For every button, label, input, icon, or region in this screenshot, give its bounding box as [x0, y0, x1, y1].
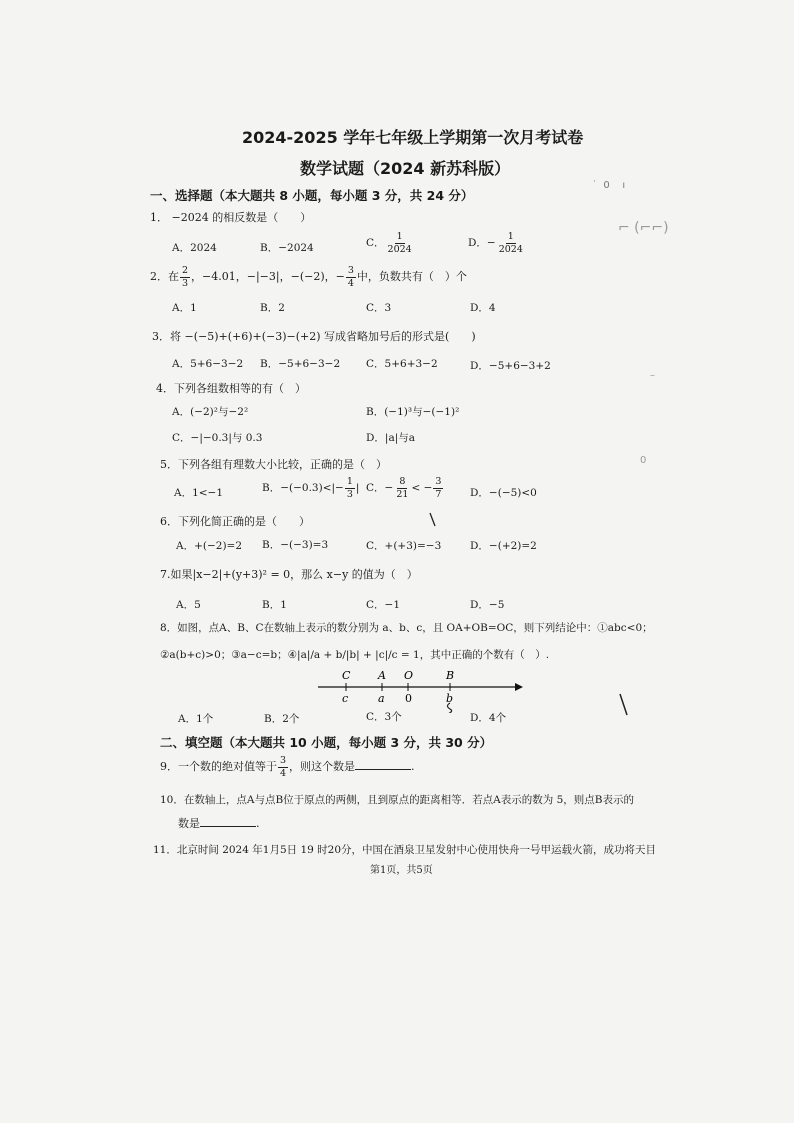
- q8-stem-line1: 8．如图，点A、B、C在数轴上表示的数分别为 a、b、c，且 OA+OB=OC，则下列结论中：①abc<0；: [160, 622, 653, 634]
- q7-option-d: D．−5: [470, 599, 505, 611]
- q10-answer-blank[interactable]: [200, 816, 256, 827]
- q2-option-b: B．2: [260, 302, 285, 314]
- q3-option-d: D．−5+6−3+2: [470, 360, 551, 372]
- q5-option-a: A．1<−1: [174, 487, 224, 499]
- label-c: c: [342, 692, 349, 705]
- exam-subtitle: 数学试题（2024 新苏科版）: [300, 159, 511, 178]
- label-C: C: [342, 669, 351, 682]
- q5-option-c: C．− $\frac{8}{21}$ < − $\frac{3}{7}$: [366, 476, 442, 500]
- q7-option-b: B．1: [262, 599, 287, 611]
- q5-stem: 5．下列各组有理数大小比较，正确的是（ ）: [160, 458, 387, 471]
- q10-line1: 10．在数轴上，点A与点B位于原点的两侧，且到原点的距离相等．若点A表示的数为 5，则点B表示的: [160, 794, 634, 806]
- q2-option-c: C．3: [366, 302, 392, 314]
- q6-option-a: A．+(−2)=2: [176, 540, 243, 552]
- q8-number-line: [310, 665, 525, 713]
- scan-artifact: 0: [640, 455, 647, 466]
- label-O: O: [404, 669, 414, 682]
- q7-stem: 7.如果|x−2|+(y+3)² = 0，那么 x−y 的值为（ ）: [160, 568, 418, 581]
- q3-stem: 3．将 −(−5)+(+6)+(−3)−(+2) 写成省略加号后的形式是( ): [152, 330, 476, 343]
- section-2-heading: 二、填空题（本大题共 10 小题，每小题 3 分，共 30 分）: [160, 735, 493, 750]
- label-A: A: [378, 669, 386, 682]
- exam-title: 2024-2025 学年七年级上学期第一次月考试卷: [242, 128, 584, 147]
- q4-option-c: C．−|−0.3|与 0.3: [172, 432, 263, 444]
- q2-stem: 2．在 $\frac{2}{3}$ ，−4.01，−|−3|，−(−2)，− $\frac{3}{4}$ 中，负数共有（ ）个: [150, 265, 467, 289]
- q2-option-a: A．1: [172, 302, 197, 314]
- q9-answer-blank[interactable]: [355, 759, 411, 770]
- q6-option-d: D．−(+2)=2: [470, 540, 537, 552]
- q7-option-a: A．5: [176, 599, 201, 611]
- q3-option-b: B．−5+6−3−2: [260, 358, 341, 370]
- q7-option-c: C．−1: [366, 599, 401, 611]
- q8-option-a: A．1个: [178, 713, 214, 725]
- handwritten-stroke: [618, 692, 630, 718]
- q1-option-c: C． $\frac{1}{2024}$: [366, 231, 412, 255]
- q8-stem-line2: ②a(b+c)>0；③a−c=b；④|a|/a + b/|b| + |c|/c = 1，其中正确的个数有（ ）.: [160, 649, 550, 661]
- label-zero: 0: [405, 692, 412, 705]
- q3-option-c: C．5+6+3−2: [366, 358, 438, 370]
- scan-artifact: ˙ 0 ı: [592, 180, 626, 191]
- q11-line1: 11．北京时间 2024 年1月5日 19 时20分，中国在酒泉卫星发射中心使用快舟一号甲运载火箭，成功将天目: [153, 844, 657, 856]
- page-footer: 第1页，共5页: [370, 865, 433, 876]
- q8-option-d: D．4个: [470, 712, 507, 724]
- q8-option-b: B．2个: [264, 713, 300, 725]
- q1-stem: 1． −2024 的相反数是（ ）: [150, 211, 312, 224]
- q5-option-d: D．−(−5)<0: [470, 487, 537, 499]
- q5-option-b: B．−(−0.3)<|− $\frac{1}{3}$ |: [262, 476, 360, 500]
- q1-option-d: D．− $\frac{1}{2024}$: [468, 231, 523, 255]
- q4-option-a: A．(−2)²与−2²: [172, 406, 249, 418]
- q4-option-b: B．(−1)³与−(−1)²: [366, 406, 460, 418]
- section-1-heading: 一、选择题（本大题共 8 小题，每小题 3 分，共 24 分）: [150, 188, 474, 203]
- q3-option-a: A．5+6−3−2: [172, 358, 244, 370]
- q6-option-c: C．+(+3)=−3: [366, 540, 442, 552]
- q10-line2: 数是 .: [178, 817, 260, 830]
- scan-artifact: –: [650, 370, 655, 381]
- q9-stem: 9．一个数的绝对值等于 $\frac{3}{4}$ ，则这个数是 .: [160, 755, 415, 779]
- label-B: B: [446, 669, 455, 682]
- q6-option-b: B．−(−3)=3: [262, 539, 329, 551]
- q4-stem: 4．下列各组数相等的有（ ）: [156, 382, 306, 395]
- handwritten-stroke: [428, 512, 438, 528]
- q2-option-d: D．4: [470, 302, 496, 314]
- q1-option-b: B．−2024: [260, 242, 314, 254]
- label-b: b: [446, 692, 454, 705]
- q6-stem: 6．下列化简正确的是（ ）: [160, 515, 310, 528]
- number-line-arrow: [515, 683, 523, 691]
- scan-artifact: ⌐ (⌐⌐): [618, 220, 669, 236]
- label-a: a: [378, 692, 385, 705]
- q8-option-c: C．3个: [366, 711, 402, 723]
- q1-option-a: A．2024: [172, 242, 217, 254]
- q4-option-d: D．|a|与a: [366, 432, 416, 444]
